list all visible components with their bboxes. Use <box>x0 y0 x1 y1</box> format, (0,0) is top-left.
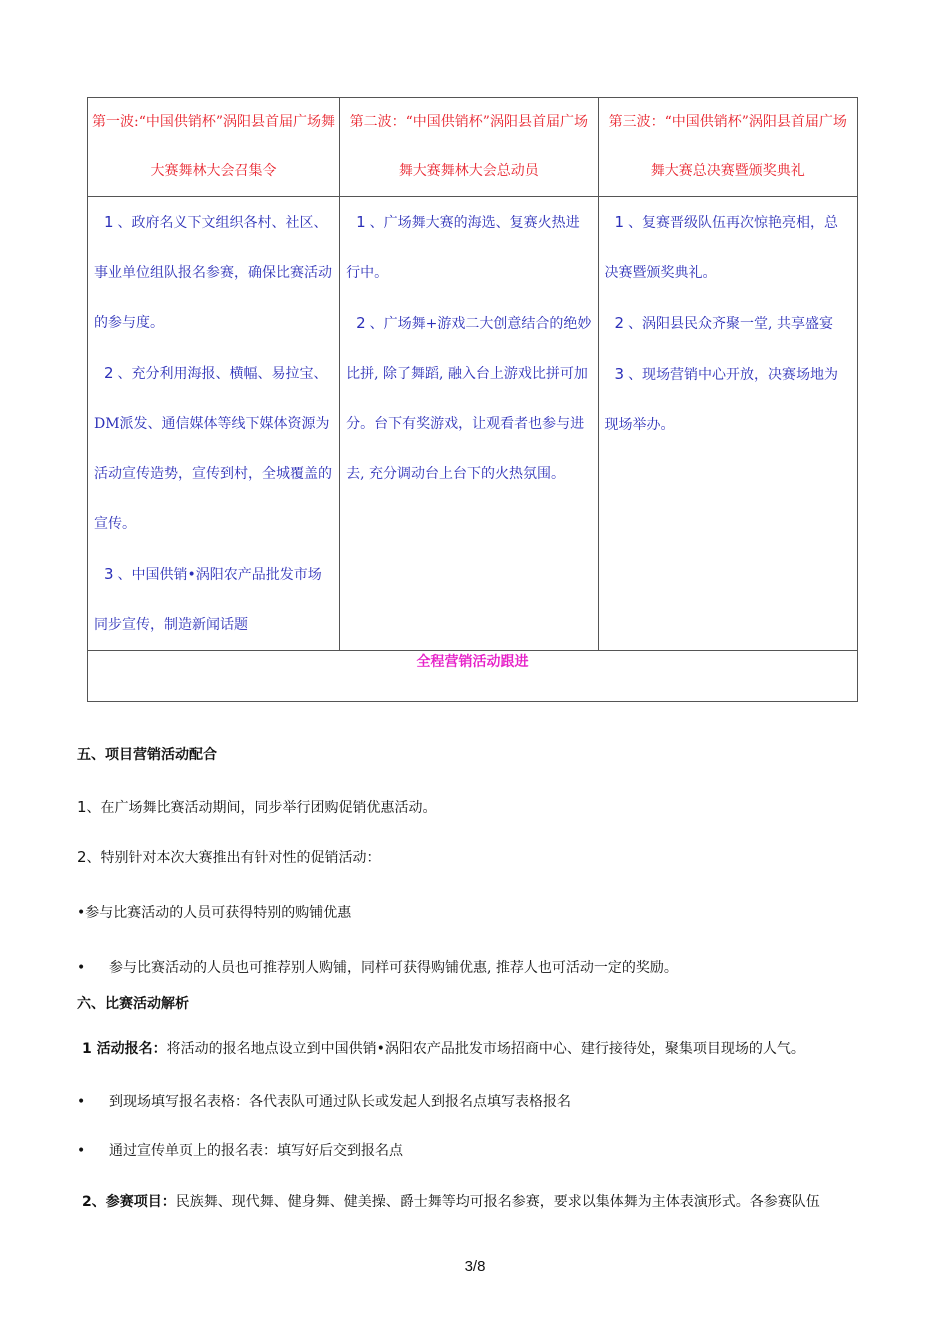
section-5-item-1: 1、在广场舞比赛活动期间，同步举行团购促销优惠活动。 <box>77 798 437 816</box>
list-item: 1 、复赛晋级队伍再次惊艳亮相，总决赛暨颁奖典礼。 <box>604 213 839 281</box>
list-item: 2 、充分利用海报、横幅、易拉宝、DM派发、通信媒体等线下媒体资源为活动宣传造势，宣传到村，全城覆盖的宣传。 <box>94 364 332 532</box>
section-6-title: 六、比赛活动解析 <box>77 996 189 1012</box>
section-5-bullet-1: •参与比赛活动的人员可获得特别的购铺优惠 <box>77 905 352 921</box>
section-6-para-1: 1 活动报名：将活动的报名地点设立到中国供销•涡阳农产品批发市场招商中心、建行接待处，聚集项目现场的人气。 <box>82 1041 805 1057</box>
list-item: 3 、中国供销•涡阳农产品批发市场同步宣传，制造新闻话题 <box>94 565 322 633</box>
list-item: 2 、广场舞+游戏二大创意结合的绝妙比拼, 除了舞蹈, 融入台上游戏比拼可加分。台下有奖游戏，让观看者也参与进去, 充分调动台上台下的火热氛围。 <box>346 314 592 482</box>
list-item: 3 、现场营销中心开放，决赛场地为现场举办。 <box>604 365 839 433</box>
section-6-bullet-1: • 到现场填写报名表格：各代表队可通过队长或发起人到报名点填写表格报名 <box>77 1094 571 1110</box>
wave-2-header: 第二波：“中国供销杯”涡阳县首届广场舞大赛舞林大会总动员 <box>340 98 598 197</box>
section-5-bullet-2: • 参与比赛活动的人员也可推荐别人购铺，同样可获得购铺优惠, 推荐人也可活动一定的奖励。 <box>77 960 678 976</box>
wave-2-content <box>340 197 598 651</box>
section-6-para-2: 2、参赛项目：民族舞、现代舞、健身舞、健美操、爵士舞等均可报名参赛，要求以集体舞为主体表演形式。各参赛队伍 <box>82 1194 820 1210</box>
list-item: 2 、涡阳县民众齐聚一堂, 共享盛宴 <box>614 314 833 332</box>
table-header-row <box>88 98 858 197</box>
full-marketing-followup: 全程营销活动跟进 <box>88 651 858 702</box>
section-6-bullet-2: • 通过宣传单页上的报名表：填写好后交到报名点 <box>77 1143 403 1159</box>
section-5-title: 五、项目营销活动配合 <box>77 747 217 763</box>
page-number: 3/8 <box>464 1258 486 1275</box>
wave-3-content <box>598 197 857 651</box>
wave-1-header: 第一波:“中国供销杯”涡阳县首届广场舞大赛舞林大会召集令 <box>88 98 340 197</box>
list-item: 1 、政府名义下文组织各村、社区、事业单位组队报名参赛，确保比赛活动的参与度。 <box>94 213 332 331</box>
table-body-row <box>88 197 858 651</box>
marketing-waves-table <box>87 97 858 702</box>
section-5-item-2: 2、特别针对本次大赛推出有针对性的促销活动： <box>77 848 381 866</box>
list-item: 1 、广场舞大赛的海选、复赛火热进行中。 <box>346 213 580 281</box>
wave-1-content <box>88 197 340 651</box>
table-footer-row <box>88 651 858 702</box>
wave-3-header: 第三波：“中国供销杯”涡阳县首届广场舞大赛总决赛暨颁奖典礼 <box>598 98 857 197</box>
